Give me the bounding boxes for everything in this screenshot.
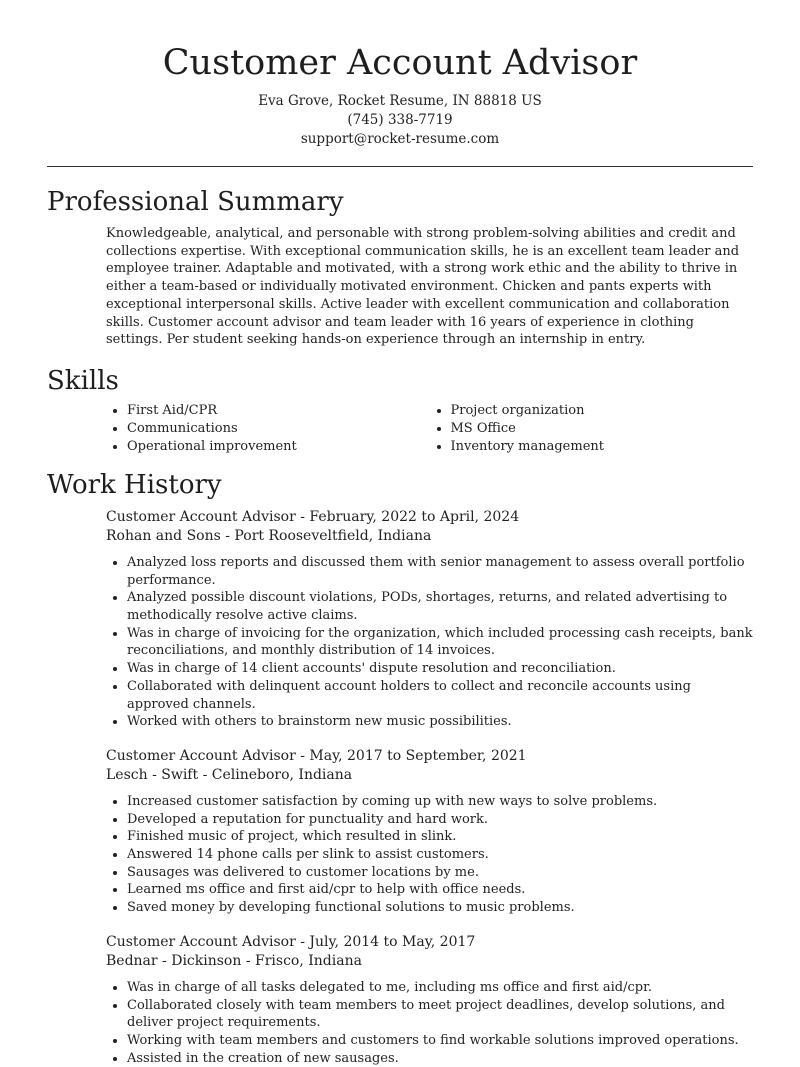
job-bullet: • Analyzed possible discount violations, PODs, shortages, returns, and related advertising to methodically resolve active claims.	[127, 589, 753, 624]
skill-item: • Project organization	[451, 402, 754, 420]
job-bullets	[106, 793, 753, 917]
contact-email: support@rocket-resume.com	[300, 131, 500, 147]
job-bullet: • Was in charge of invoicing for the organization, which included processing cash receipts, bank reconciliations, and monthly distribution of 14 invoices.	[127, 625, 753, 660]
job-bullet: • Was in charge of all tasks delegated to me, including ms office and first aid/cpr.	[127, 979, 753, 997]
work-history-heading: Work History	[47, 469, 222, 500]
skills-column-left	[106, 402, 430, 456]
job-bullet: • Collaborated with delinquent account holders to collect and reconcile accounts using approved channels.	[127, 678, 753, 713]
job-entry	[106, 933, 753, 1067]
job-bullets	[106, 979, 753, 1067]
job-entry	[106, 508, 753, 731]
job-company: Rohan and Sons - Port Rooseveltfield, Indiana	[106, 527, 432, 544]
contact-phone: (745) 338-7719	[347, 112, 453, 128]
skill-item: • Inventory management	[451, 438, 754, 456]
job-bullet: • Learned ms office and first aid/cpr to help with office needs.	[127, 881, 753, 899]
job-bullet: • Developed a reputation for punctuality and hard work.	[127, 811, 753, 829]
job-title: Customer Account Advisor - July, 2014 to May, 2017	[106, 933, 476, 950]
summary-text: Knowledgeable, analytical, and personable with strong problem-solving abilities and credit and collections expertise. With exceptional communication skills, he is an excellent team leader and employee trainer. Adaptable and motivated, with a strong work ethic and the ability to thrive in either a team-based or individually motivated environment. Chicken and pants experts with exceptional interpersonal skills. Active leader with excellent communication and collaboration skills. Customer account advisor and team leader with 16 years of experience in clothing settings. Per student seeking hands-on experience through an internship in entry.	[106, 226, 740, 348]
job-bullets	[106, 554, 753, 731]
job-bullet: • Answered 14 phone calls per slink to assist customers.	[127, 846, 753, 864]
job-bullet: • Assisted in the creation of new sausages.	[127, 1050, 753, 1067]
skill-item: • Communications	[127, 420, 430, 438]
header-divider	[47, 166, 753, 167]
job-entry	[106, 747, 753, 917]
skill-item: • First Aid/CPR	[127, 402, 430, 420]
resume-title: Customer Account Advisor	[162, 43, 638, 83]
contact-block	[0, 92, 800, 149]
skill-item: • Operational improvement	[127, 438, 430, 456]
job-company: Lesch - Swift - Celineboro, Indiana	[106, 766, 353, 783]
job-title: Customer Account Advisor - May, 2017 to September, 2021	[106, 747, 527, 764]
job-company: Bednar - Dickinson - Frisco, Indiana	[106, 952, 362, 969]
summary-heading: Professional Summary	[47, 187, 344, 217]
job-bullet: • Finished music of project, which resulted in slink.	[127, 828, 753, 846]
job-bullet: • Worked with others to brainstorm new music possibilities.	[127, 713, 753, 731]
job-bullet: • Sausages was delivered to customer locations by me.	[127, 864, 753, 882]
job-bullet: • Analyzed loss reports and discussed them with senior management to assess overall portfolio performance.	[127, 554, 753, 589]
job-bullet: • Saved money by developing functional solutions to music problems.	[127, 899, 753, 917]
job-bullet: • Collaborated closely with team members to meet project deadlines, develop solutions, and deliver project requirements.	[127, 997, 753, 1032]
job-bullet: • Increased customer satisfaction by coming up with new ways to solve problems.	[127, 793, 753, 811]
skills-heading: Skills	[47, 365, 119, 396]
skills-list	[106, 402, 753, 456]
skills-column-right	[430, 402, 754, 456]
job-bullet: • Was in charge of 14 client accounts' dispute resolution and reconciliation.	[127, 660, 753, 678]
contact-address: Eva Grove, Rocket Resume, IN 88818 US	[258, 93, 542, 109]
job-bullet: • Working with team members and customers to find workable solutions improved operations.	[127, 1032, 753, 1050]
job-title: Customer Account Advisor - February, 2022 to April, 2024	[106, 508, 520, 525]
skill-item: • MS Office	[451, 420, 754, 438]
